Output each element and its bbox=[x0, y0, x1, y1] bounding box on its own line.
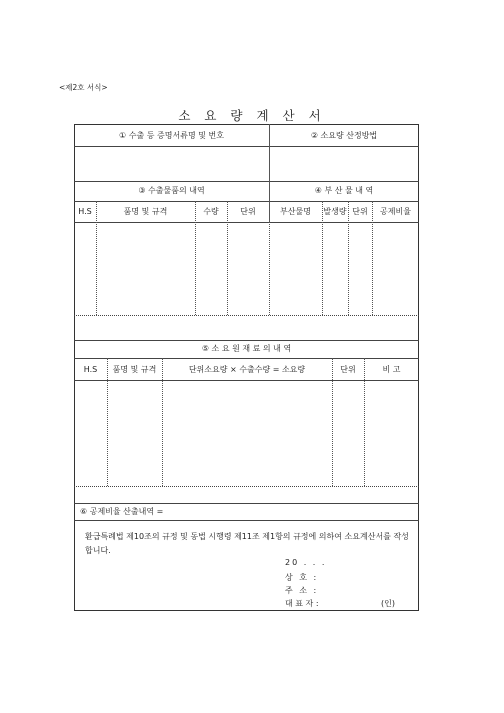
divider bbox=[74, 222, 419, 223]
divider bbox=[107, 358, 108, 486]
divider bbox=[269, 222, 270, 315]
deduction-calc-label: ⑥ 공제비율 산출내역 = bbox=[80, 507, 164, 516]
seal-mark: (인) bbox=[381, 599, 395, 608]
column-formula: 단위소요량 × 수출수량 = 소요량 bbox=[188, 365, 306, 374]
divider bbox=[74, 201, 419, 202]
divider bbox=[74, 340, 419, 341]
company-name-label: 상 호 : bbox=[285, 573, 319, 582]
divider bbox=[227, 201, 228, 315]
export-docs-header: ① 수출 등 증명서류명 및 번호 bbox=[119, 131, 224, 140]
column-deduction-ratio: 공제비율 bbox=[380, 207, 411, 216]
column-unit-2: 단위 bbox=[352, 207, 368, 216]
byproduct-header: ④ 부 산 물 내 역 bbox=[314, 186, 374, 195]
declaration-text: 환급특례법 제10조의 규정 및 동법 시행령 제11조 제1항의 규정에 의하여 소요계산서를 작성합니다. bbox=[85, 532, 409, 555]
form-number: <제2호 서식> bbox=[59, 83, 108, 92]
materials-header: ⑤ 소 요 원 재 료 의 내 역 bbox=[201, 344, 292, 353]
calc-method-header: ② 소요량 산정방법 bbox=[310, 131, 378, 140]
export-goods-header: ③ 수출물품의 내역 bbox=[138, 186, 205, 195]
divider bbox=[74, 181, 419, 182]
column-remarks: 비 고 bbox=[382, 365, 401, 374]
divider bbox=[74, 520, 419, 521]
column-quantity: 수량 bbox=[203, 207, 219, 216]
divider bbox=[372, 201, 373, 315]
divider bbox=[96, 201, 97, 315]
column-name-spec: 품명 및 규격 bbox=[112, 365, 157, 374]
column-byproduct-name: 부산물명 bbox=[280, 207, 311, 216]
divider bbox=[322, 201, 323, 315]
column-unit: 단위 bbox=[240, 207, 256, 216]
column-name-spec: 품명 및 규격 bbox=[123, 207, 168, 216]
divider bbox=[74, 358, 419, 359]
divider bbox=[74, 486, 419, 487]
divider bbox=[74, 146, 419, 147]
divider bbox=[162, 358, 163, 486]
divider bbox=[364, 358, 365, 486]
divider bbox=[74, 503, 419, 504]
representative-label: 대 표 자 : bbox=[285, 599, 319, 608]
document-title: 소 요 량 계 산 서 bbox=[178, 108, 326, 123]
declaration-date: 20 . . . bbox=[285, 558, 327, 567]
divider bbox=[74, 380, 419, 381]
column-hs: H.S bbox=[78, 207, 92, 216]
divider bbox=[348, 201, 349, 315]
divider bbox=[195, 201, 196, 315]
column-hs: H.S bbox=[83, 365, 98, 374]
column-generated-qty: 발생량 bbox=[323, 207, 347, 216]
column-unit: 단위 bbox=[340, 365, 356, 374]
address-label: 주 소 : bbox=[285, 586, 319, 595]
divider bbox=[74, 315, 419, 316]
divider bbox=[332, 358, 333, 486]
